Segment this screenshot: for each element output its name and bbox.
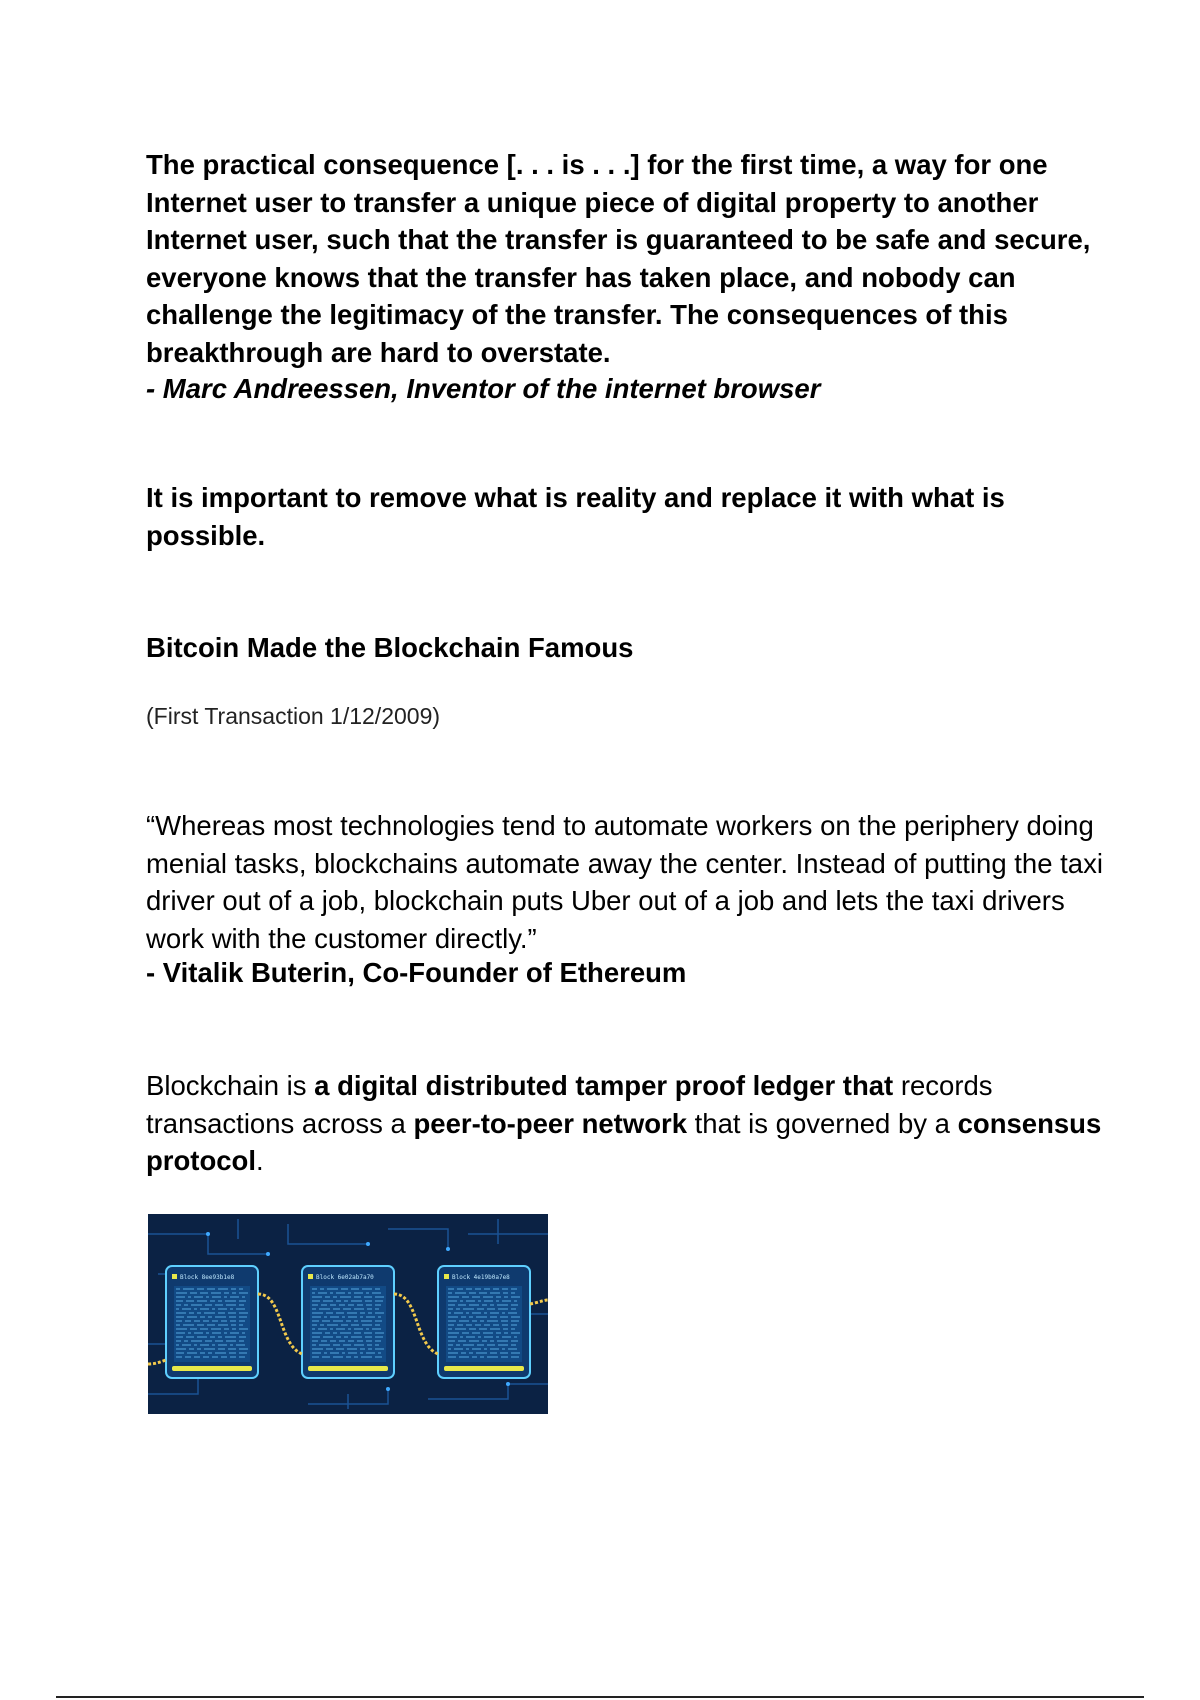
block-label: Block 6e02ab7a70 [316,1274,374,1281]
definition-emphasis: consensus protocol [146,1107,1102,1176]
first-transaction-note: (First Transaction 1/12/2009) [146,703,441,729]
blockchain-illustration-svg [148,1214,548,1414]
definition-text: that is governed by a [687,1107,958,1139]
section-heading: Bitcoin Made the Blockchain Famous [146,632,634,663]
block-card [166,1266,258,1378]
page-bottom-rule [56,1696,1144,1698]
buterin-quote: “Whereas most technologies tend to automate workers on the periphery doing menial tasks, blockchains automate away the center. Instead of putting the taxi driver out of a job, blockchain puts Uber out of a job and lets the taxi drivers work with the customer directly.” [146,810,1103,954]
important-statement: It is important to remove what is reality and replace it with what is possible. [146,482,1005,551]
definition-text: records transactions across a [146,1070,993,1139]
definition-text: . [256,1145,264,1176]
block-card [302,1266,394,1378]
andreessen-attribution: - Marc Andreessen, Inventor of the internet browser [146,373,821,404]
definition-emphasis: peer-to-peer network [413,1107,688,1139]
buterin-attribution: - Vitalik Buterin, Co-Founder of Ethereum [146,957,687,988]
definition-text: Blockchain is [146,1070,315,1101]
block-label: Block 8ee93b1e8 [180,1274,235,1281]
andreessen-quote: The practical consequence [. . . is . . .] for the first time, a way for one Internet user to transfer a unique piece of digital property to another Internet user, such that the transfer is guaranteed to be safe and secure, everyone knows that the transfer has taken place, and nobody can challenge the legitimacy of the transfer. The consequences of this breakthrough are hard to overstate. [146,149,1091,368]
blockchain-definition [146,1067,1106,1180]
blockchain-illustration [148,1214,548,1414]
definition-emphasis: a digital distributed tamper proof ledger that [314,1070,894,1101]
block-label: Block 4e19b0a7e8 [452,1274,510,1281]
block-card [438,1266,530,1378]
